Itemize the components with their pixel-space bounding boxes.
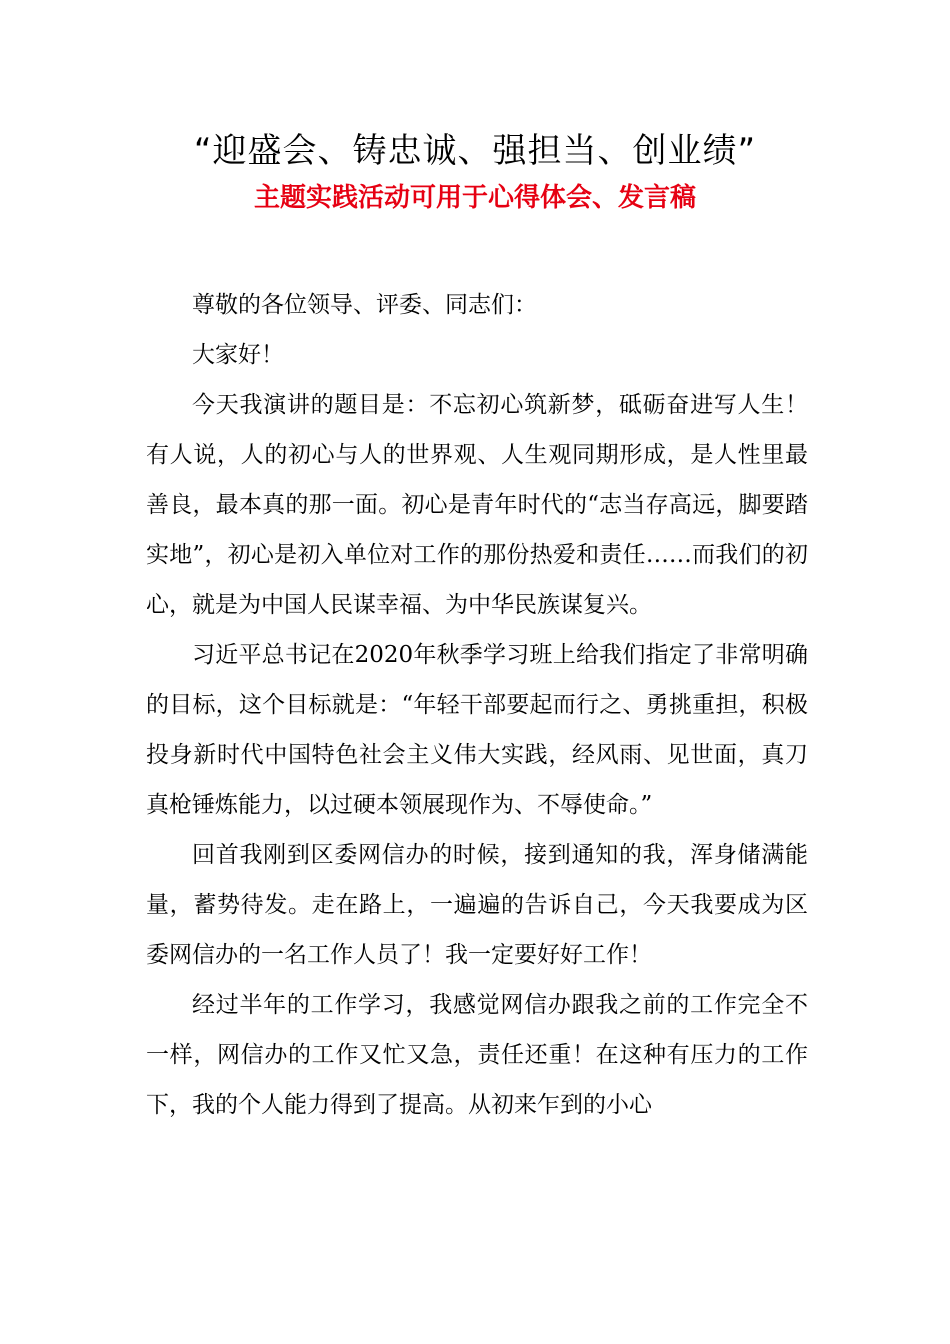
paragraph-recollection: 回首我刚到区委网信办的时候，接到通知的我，浑身储满能量，蓄势待发。走在路上，一遍遍的告诉自己，今天我要成为区委网信办的一名工作人员了！我一定要好好工作！	[146, 842, 808, 968]
document-body	[146, 280, 808, 1130]
paragraph-quote: 习近平总书记在2020年秋季学习班上给我们指定了非常明确的目标，这个目标就是：“年轻干部要起而行之、勇挑重担，积极投身新时代中国特色社会主义伟大实践，经风雨、见世面，真刀真枪锤炼能力，以过硬本领展现作为、不辱使命。”	[146, 642, 808, 818]
paragraph-greeting: 大家好！	[192, 342, 284, 368]
document-title: “迎盛会、铸忠诚、强担当、创业绩”	[193, 131, 757, 171]
document-subtitle: 主题实践活动可用于心得体会、发言稿	[253, 183, 696, 213]
paragraph-experience: 经过半年的工作学习，我感觉网信办跟我之前的工作完全不一样，网信办的工作又忙又急，责任还重！在这种有压力的工作下，我的个人能力得到了提高。从初来乍到的小心	[146, 992, 808, 1118]
paragraph-salutation: 尊敬的各位领导、评委、同志们：	[192, 292, 537, 318]
paragraph-topic: 今天我演讲的题目是：不忘初心筑新梦，砥砺奋进写人生！有人说，人的初心与人的世界观、人生观同期形成，是人性里最善良，最本真的那一面。初心是青年时代的“志当存高远，脚要踏实地”，初心是初入单位对工作的那份热爱和责任……而我们的初心，就是为中国人民谋幸福、为中华民族谋复兴。	[146, 392, 808, 618]
